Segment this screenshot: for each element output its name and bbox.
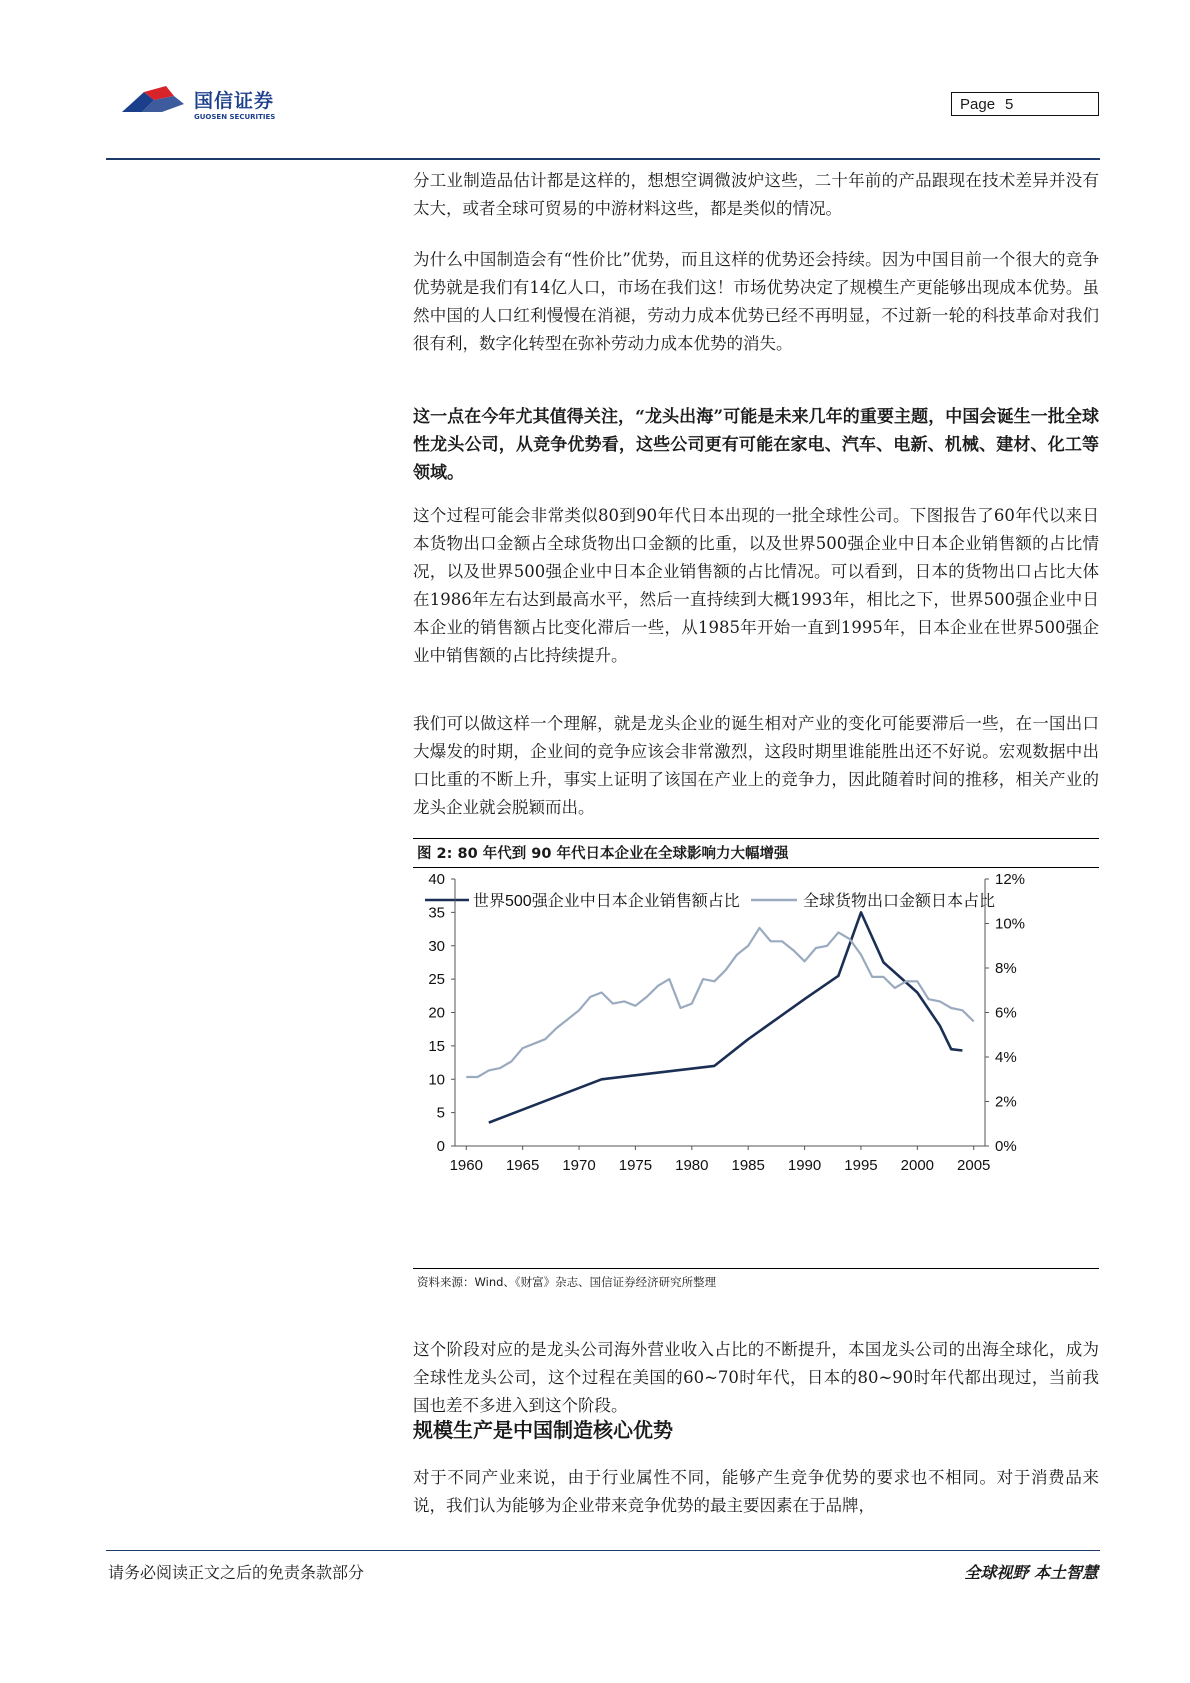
left-tick-label: 5 [436, 1104, 445, 1122]
header-divider [106, 158, 1100, 160]
paragraph-2 [413, 246, 1099, 358]
paragraph-7 [413, 1464, 1099, 1520]
plot-area [428, 872, 1025, 1174]
left-tick-label: 20 [428, 1004, 445, 1022]
x-tick-label: 2000 [900, 1157, 935, 1174]
series-line-export-share [466, 928, 973, 1077]
x-tick-label: 2005 [957, 1157, 991, 1174]
company-logo [118, 82, 288, 128]
left-tick-label: 25 [428, 971, 445, 989]
x-tick-label: 1970 [562, 1157, 596, 1174]
x-tick-label: 1975 [618, 1157, 653, 1174]
x-tick-label: 1995 [844, 1157, 878, 1174]
footer-divider [106, 1550, 1100, 1551]
paragraph-4 [413, 502, 1099, 670]
x-tick-label: 1965 [505, 1157, 540, 1174]
left-tick-label: 0 [436, 1138, 445, 1155]
x-tick-label: 1990 [787, 1157, 822, 1174]
paragraph-text: 对于不同产业来说，由于行业属性不同，能够产生竞争优势的要求也不相同。对于消费品来说，我们认为能够为企业带来竞争优势的最主要因素在于品牌， [413, 1468, 1099, 1515]
x-tick-label: 1985 [731, 1157, 765, 1174]
left-tick-label: 40 [428, 872, 445, 888]
left-tick-label: 10 [428, 1071, 445, 1089]
right-tick-label: 0% [995, 1138, 1017, 1155]
footer-slogan: 全球视野 本土智慧 [964, 1563, 1098, 1582]
x-tick-label: 1960 [449, 1157, 483, 1174]
paragraph-5 [413, 710, 1099, 822]
footer-disclaimer: 请务必阅读正文之后的免责条款部分 [108, 1563, 365, 1582]
figure-source: 资料来源：Wind、《财富》杂志、国信证券经济研究所整理 [413, 1268, 1099, 1295]
logo-subtext: GUOSEN SECURITIES [194, 113, 276, 121]
logo-mark-icon [118, 82, 192, 128]
paragraph-text: 我们可以做这样一个理解，就是龙头企业的诞生相对产业的变化可能要滞后一些，在一国出口大爆发的时期，企业间的竞争应该会非常激烈，这段时期里谁能胜出还不好说。宏观数据中出口比重的不断上升，事实上证明了该国在产业上的竞争力，因此随着时间的推移，相关产业的龙头企业就会脱颖而出。 [413, 714, 1099, 817]
x-tick-label: 1980 [675, 1157, 709, 1174]
paragraph-text: 这一点在今年尤其值得关注，“龙头出海”可能是未来几年的重要主题，中国会诞生一批全球性龙头公司，从竞争优势看，这些公司更有可能在家电、汽车、电新、机械、建材、化工等领域。 [413, 407, 1099, 483]
right-tick-label: 12% [995, 872, 1026, 888]
legend-label: 世界500强企业中日本企业销售额占比 [473, 893, 740, 910]
paragraph-3-highlight [413, 403, 1099, 487]
line-chart [413, 872, 1099, 1270]
paragraph-text: 分工业制造品估计都是这样的，想想空调微波炉这些，二十年前的产品跟现在技术差异并没有太大，或者全球可贸易的中游材料这些，都是类似的情况。 [413, 171, 1099, 218]
logo-text: 国信证券 [194, 90, 275, 112]
right-tick-label: 2% [995, 1093, 1017, 1111]
legend-label: 全球货物出口金额日本占比 [803, 893, 996, 910]
chart-container [413, 872, 1099, 1270]
right-tick-label: 6% [995, 1004, 1017, 1022]
paragraph-1 [413, 167, 1099, 223]
figure-title: 图 2: 80 年代到 90 年代日本企业在全球影响力大幅增强 [413, 838, 1099, 868]
right-tick-label: 4% [995, 1049, 1017, 1066]
paragraph-text: 为什么中国制造会有“性价比”优势，而且这样的优势还会持续。因为中国目前一个很大的竞争优势就是我们有14亿人口，市场在我们这！市场优势决定了规模生产更能够出现成本优势。虽然中国的人口红利慢慢在消褪，劳动力成本优势已经不再明显，不过新一轮的科技革命对我们很有利，数字化转型在弥补劳动力成本优势的消失。 [413, 250, 1099, 353]
left-tick-label: 15 [428, 1037, 445, 1055]
series-line-fortune500 [489, 912, 963, 1122]
page-label: Page [960, 96, 996, 113]
left-tick-label: 35 [428, 904, 445, 922]
page-indicator [951, 92, 1099, 116]
paragraph-text: 这个阶段对应的是龙头公司海外营业收入占比的不断提升，本国龙头公司的出海全球化，成为全球性龙头公司，这个过程在美国的60~70时年代，日本的80~90时年代都出现过，当前我国也差不多进入到这个阶段。 [413, 1340, 1099, 1415]
right-tick-label: 10% [995, 915, 1026, 933]
paragraph-text: 这个过程可能会非常类似80到90年代日本出现的一批全球性公司。下图报告了60年代以来日本货物出口金额占全球货物出口金额的比重，以及世界500强企业中日本企业销售额的占比情况，以及世界500强企业中日本企业销售额的占比情况。可以看到，日本的货物出口占比大体在1986年左右达到最高水平，然后一直持续到大概1993年，相比之下，世界500强企业中日本企业的销售额占比变化滞后一些，从1985年开始一直到1995年，日本企业在世界500强企业中销售额的占比持续提升。 [413, 506, 1099, 665]
paragraph-6 [413, 1336, 1099, 1420]
left-tick-label: 30 [428, 937, 445, 955]
right-tick-label: 8% [995, 960, 1017, 977]
page-number: 5 [1005, 96, 1014, 113]
section-heading: 规模生产是中国制造核心优势 [413, 1418, 673, 1442]
